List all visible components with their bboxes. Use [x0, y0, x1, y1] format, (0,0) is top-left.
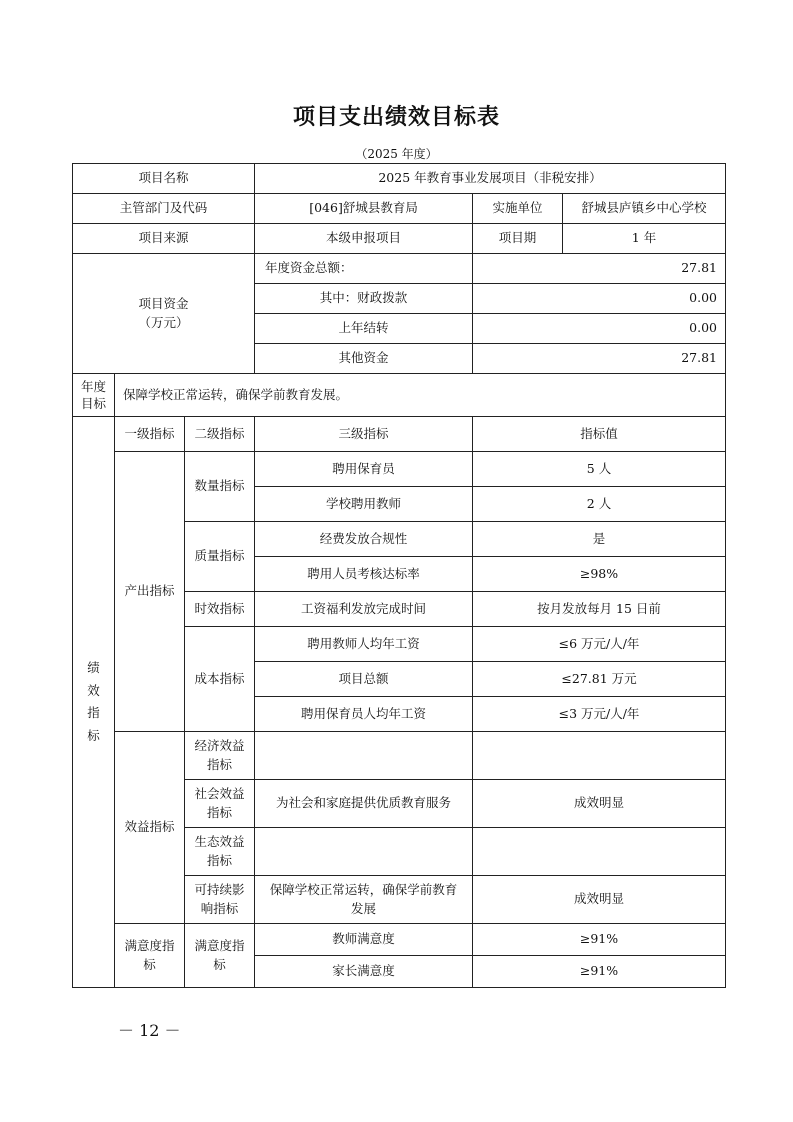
page-number: － 12 － — [118, 1021, 181, 1040]
indicator-value: ≤6 万元/人/年 — [473, 627, 726, 662]
ecological-label — [185, 828, 255, 876]
indicator-name: 聘用教师人均年工资 — [255, 627, 473, 662]
table-row — [73, 924, 726, 956]
page-title: 项目支出绩效目标表 — [292, 105, 500, 130]
indicator-name: 家长满意度 — [255, 956, 473, 988]
annual-goal-text: 保障学校正常运转，确保学前教育发展。 — [115, 374, 726, 417]
funds-item-value: 0.00 — [473, 284, 726, 314]
indicator-value: ≥91% — [473, 956, 726, 988]
satisfaction-sub-label-line1: 满意度指 — [194, 937, 245, 953]
funds-label — [73, 254, 255, 374]
table-row — [73, 452, 726, 487]
row-funds-total — [73, 254, 726, 284]
annual-goal-label-line1: 年度 — [80, 378, 106, 394]
funds-label-line2: （万元） — [138, 314, 189, 330]
funds-item-label: 其他资金 — [255, 344, 473, 374]
indicator-value: 5 人 — [473, 452, 726, 487]
indicator-value: ≤3 万元/人/年 — [473, 697, 726, 732]
sustain-label-line1: 可持续影 — [194, 881, 245, 897]
indicator-name: 聘用保育员人均年工资 — [255, 697, 473, 732]
indicator-name: 聘用人员考核达标率 — [255, 557, 473, 592]
indicator-value: ≥91% — [473, 924, 726, 956]
funds-label-line1: 项目资金 — [138, 295, 189, 311]
funds-item-label: 年度资金总额： — [255, 254, 473, 284]
sustain-label — [185, 876, 255, 924]
source-value: 本级申报项目 — [255, 224, 473, 254]
perf-label-char: 指 — [87, 705, 100, 720]
project-name-label: 项目名称 — [73, 164, 255, 194]
satisfaction-label-line2: 标 — [143, 956, 156, 972]
dept-label: 主管部门及代码 — [73, 194, 255, 224]
table-row — [73, 732, 726, 780]
benefit-label: 效益指标 — [115, 732, 185, 924]
indicator-name: 经费发放合规性 — [255, 522, 473, 557]
output-label: 产出指标 — [115, 452, 185, 732]
perf-label-char: 绩 — [87, 660, 100, 675]
perf-label — [73, 417, 115, 988]
sustain-name-line2: 发展 — [351, 900, 377, 916]
indicator-value — [473, 828, 726, 876]
perf-label-char: 效 — [87, 682, 100, 698]
period-label: 项目期 — [473, 224, 563, 254]
annual-goal-label-line2: 目标 — [80, 396, 106, 411]
indicator-value: ≥98% — [473, 557, 726, 592]
cost-label: 成本指标 — [185, 627, 255, 732]
annual-goal-label — [73, 374, 115, 417]
social-label-line1: 社会效益 — [194, 785, 245, 801]
indicator-name: 聘用保育员 — [255, 452, 473, 487]
row-project-name — [73, 164, 726, 194]
dept-value: [046]舒城县教育局 — [255, 194, 473, 224]
performance-table — [72, 163, 726, 988]
quality-label: 质量指标 — [185, 522, 255, 592]
period-value: 1 年 — [563, 224, 726, 254]
row-headers — [73, 417, 726, 452]
source-label: 项目来源 — [73, 224, 255, 254]
indicator-name: 学校聘用教师 — [255, 487, 473, 522]
economic-label — [185, 732, 255, 780]
sustain-label-line2: 响指标 — [200, 900, 239, 916]
funds-item-label: 上年结转 — [255, 314, 473, 344]
indicator-value — [473, 732, 726, 780]
ecological-label-line1: 生态效益 — [194, 833, 245, 849]
row-annual-goal — [73, 374, 726, 417]
row-source — [73, 224, 726, 254]
indicator-value: 按月发放每月 15 日前 — [473, 592, 726, 627]
satisfaction-label — [115, 924, 185, 988]
indicator-name: 为社会和家庭提供优质教育服务 — [255, 780, 473, 828]
funds-item-value: 27.81 — [473, 254, 726, 284]
quantity-label: 数量指标 — [185, 452, 255, 522]
indicator-value: 成效明显 — [473, 876, 726, 924]
funds-item-label: 其中：财政拨款 — [255, 284, 473, 314]
indicator-name — [255, 732, 473, 780]
sustain-name-line1: 保障学校正常运转，确保学前教育 — [269, 881, 458, 897]
satisfaction-sub-label-line2: 标 — [213, 956, 226, 972]
economic-label-line1: 经济效益 — [194, 737, 245, 753]
funds-item-value: 27.81 — [473, 344, 726, 374]
social-label-line2: 指标 — [207, 804, 233, 820]
indicator-name: 教师满意度 — [255, 924, 473, 956]
header-level2: 二级指标 — [185, 417, 255, 452]
unit-value: 舒城县庐镇乡中心学校 — [563, 194, 726, 224]
satisfaction-label-line1: 满意度指 — [124, 937, 175, 953]
funds-item-value: 0.00 — [473, 314, 726, 344]
indicator-name: 工资福利发放完成时间 — [255, 592, 473, 627]
indicator-name — [255, 828, 473, 876]
indicator-name: 项目总额 — [255, 662, 473, 697]
unit-label: 实施单位 — [473, 194, 563, 224]
economic-label-line2: 指标 — [207, 756, 233, 772]
header-level1: 一级指标 — [115, 417, 185, 452]
fiscal-year: （2025 年度） — [355, 147, 438, 161]
indicator-value: 是 — [473, 522, 726, 557]
header-value: 指标值 — [473, 417, 726, 452]
indicator-value: 2 人 — [473, 487, 726, 522]
social-label — [185, 780, 255, 828]
indicator-value: 成效明显 — [473, 780, 726, 828]
indicator-value: ≤27.81 万元 — [473, 662, 726, 697]
project-name-value: 2025 年教育事业发展项目（非税安排） — [255, 164, 726, 194]
indicator-name — [255, 876, 473, 924]
header-level3: 三级指标 — [255, 417, 473, 452]
perf-label-char: 标 — [87, 727, 100, 743]
row-dept — [73, 194, 726, 224]
ecological-label-line2: 指标 — [207, 852, 233, 868]
time-label: 时效指标 — [185, 592, 255, 627]
satisfaction-sub-label — [185, 924, 255, 988]
